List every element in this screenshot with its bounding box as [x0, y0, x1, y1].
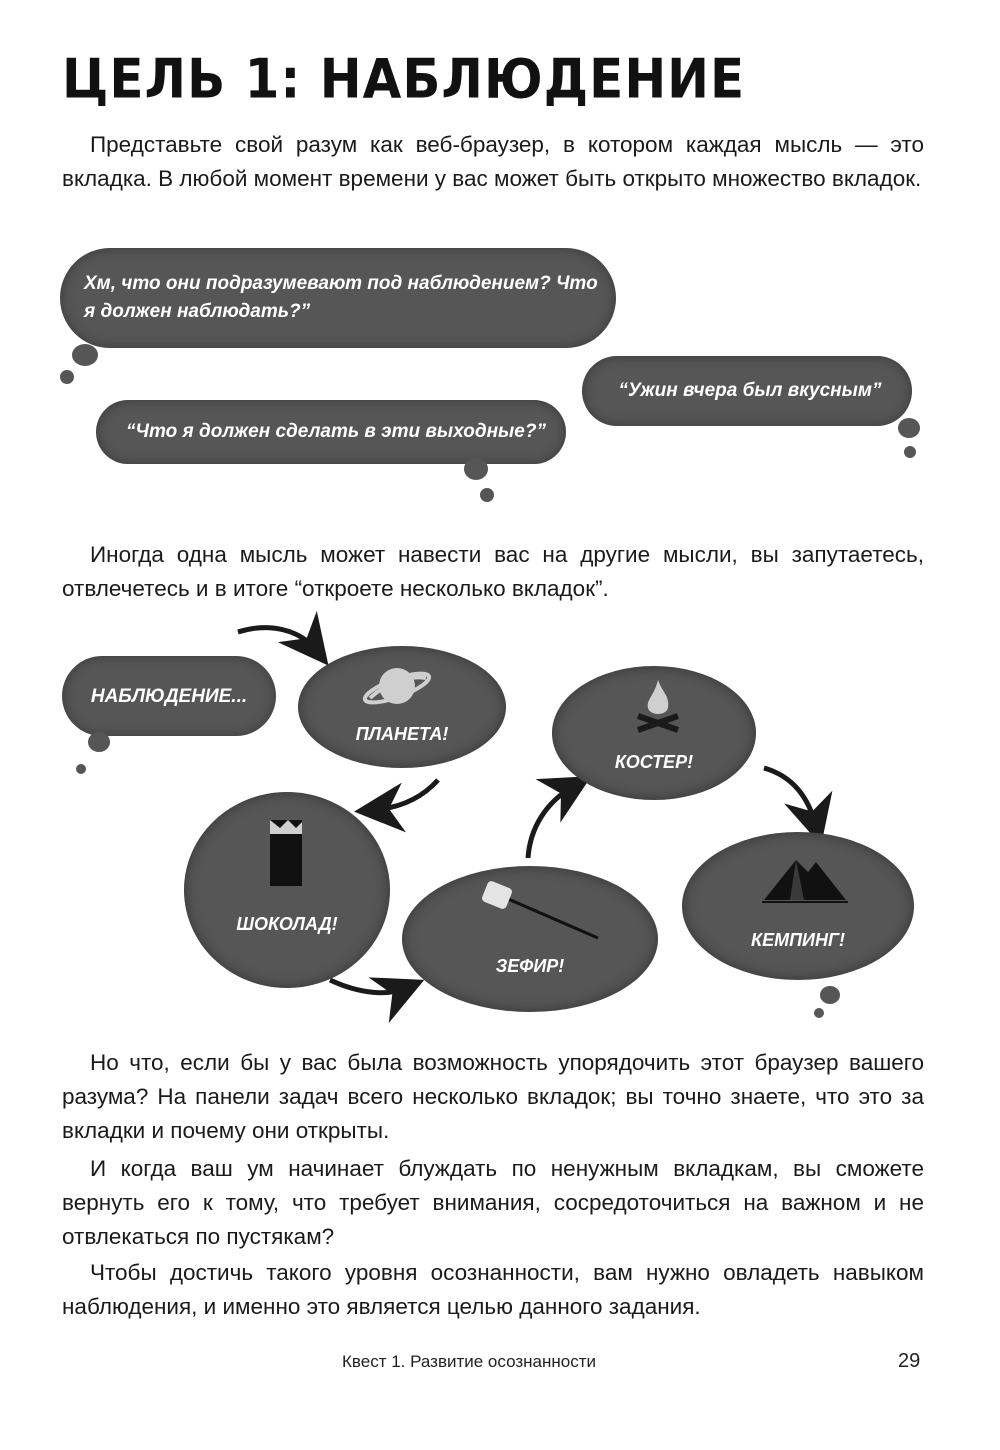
paragraph-goal: Чтобы достичь такого уровня осознанности, вам нужно овладеть навыком наблюдения, и именно это является целью данного задания.	[62, 1260, 924, 1319]
chain-label-marshmallow: ЗЕФИР!	[495, 956, 565, 976]
thought-dot	[814, 1008, 824, 1018]
chain-label-planet: ПЛАНЕТА!	[355, 724, 449, 744]
tent-icon	[760, 850, 850, 910]
chain-label-camping: КЕМПИНГ!	[751, 930, 845, 950]
chain-node-campfire	[552, 666, 756, 800]
chain-bubble-observation	[62, 656, 276, 736]
footer-chapter: Квест 1. Развитие осознанности	[342, 1352, 596, 1371]
intro-paragraph: Представьте свой разум как веб-браузер, в котором каждая мысль — это вкладка. В любой момент времени у вас может быть открыто множество вкладок.	[62, 132, 924, 191]
arrow-to-planet	[238, 628, 316, 650]
arrow-to-chocolate	[374, 780, 438, 810]
arrow-to-camping	[764, 768, 816, 826]
chain-node-planet	[298, 646, 506, 768]
paragraph-wander: И когда ваш ум начинает блуждать по ненужным вкладкам, вы сможете вернуть его к тому, что требует внимания, сосредоточиться на важном и не отвлекаться по пустякам?	[62, 1156, 924, 1249]
page-title: ЦЕЛЬ 1: НАБЛЮДЕНИЕ	[62, 48, 746, 111]
chain-label-observation: НАБЛЮДЕНИЕ...	[90, 686, 248, 707]
thought-text-dinner: “Ужин вчера был вкусным”	[618, 380, 882, 401]
chain-label-chocolate: ШОКОЛАД!	[236, 914, 338, 934]
chain-node-camping	[682, 832, 914, 980]
chain-node-chocolate	[184, 792, 390, 988]
chain-label-campfire: КОСТЕР!	[614, 752, 694, 772]
paragraph-organize: Но что, если бы у вас была возможность упорядочить этот браузер вашего разума? На панели задач всего несколько вкладок; вы точно знаете, что это за вкладки и почему они открыты.	[62, 1050, 924, 1143]
campfire-icon	[632, 676, 684, 736]
thought-dot	[88, 732, 110, 752]
thought-text-observation: Хм, что они подразумевают под наблюдением? Что я должен наблюдать?”	[84, 273, 598, 322]
thought-text-weekend: “Что я должен сделать в эти выходные?”	[126, 421, 546, 442]
page-number: 29	[898, 1350, 921, 1372]
chocolate-icon	[266, 814, 306, 888]
arrow-to-campfire	[528, 786, 574, 858]
thought-dot	[76, 764, 86, 774]
marshmallow-icon	[472, 872, 602, 942]
middle-paragraph: Иногда одна мысль может навести вас на другие мысли, вы запутаетесь, отвлечетесь и в итоге “откроете несколько вкладок”.	[62, 542, 924, 601]
chain-node-marshmallow	[402, 866, 658, 1012]
planet-icon	[360, 658, 434, 714]
thought-dot	[820, 986, 840, 1004]
arrow-to-marshmallow	[330, 980, 406, 993]
